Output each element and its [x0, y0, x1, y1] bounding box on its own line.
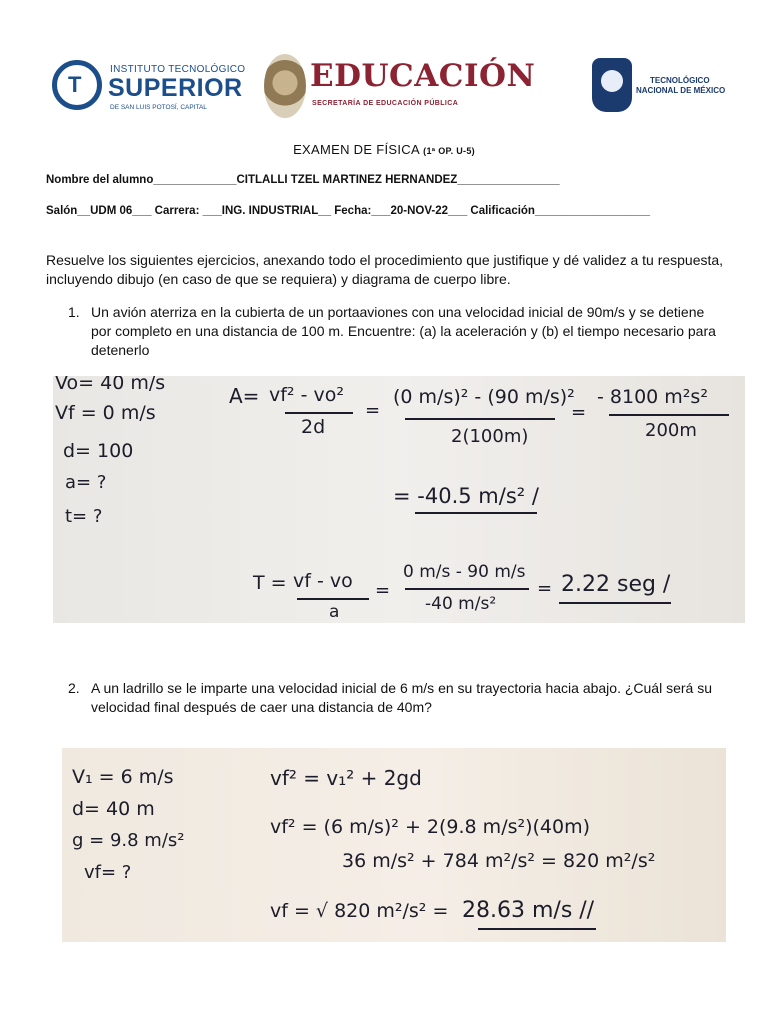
- a1-equals-4: =: [537, 578, 553, 599]
- a2-eq1: vf² = v₁² + 2gd: [270, 766, 422, 790]
- question-1-text: Un avión aterriza en la cubierta de un portaaviones con una velocidad inicial de 90m/s y se detiene por completo en una distancia de 100 m. Encuentre: (a) la aceleración y (b) el tiempo necesario para detenerlo: [91, 304, 716, 358]
- a1-a-numerator: vf² - vo²: [269, 384, 344, 406]
- a2-given-g: g = 9.8 m/s²: [72, 830, 185, 851]
- a2-given-d: d= 40 m: [72, 798, 155, 820]
- tecnm-gear-icon: [592, 58, 632, 112]
- a1-a-result: = -40.5 m/s² /: [393, 484, 539, 508]
- instructions: Resuelve los siguientes ejercicios, anexando todo el procedimiento que justifique y dé validez a tu respuesta, incluyendo dibujo (en caso de que se requiera) y diagrama de cuerpo libre.: [46, 252, 724, 287]
- info-line: Salón__UDM 06___ Carrera: ___ING. INDUSTRIAL__ Fecha:___20-NOV-22___ Calificación__________________: [46, 205, 651, 217]
- a1-given-vo: Vo= 40 m/s: [55, 376, 166, 394]
- a1-t-sub-numerator: 0 m/s - 90 m/s: [403, 562, 526, 582]
- question-2-number: 2.: [68, 680, 80, 696]
- a1-t-numerator: vf - vo: [293, 570, 353, 592]
- tecnm-logo: [592, 58, 732, 114]
- a1-given-t: t= ?: [65, 506, 103, 527]
- answer-2-photo: [62, 748, 726, 942]
- a1-given-a: a= ?: [65, 472, 107, 493]
- a1-t-result: 2.22 seg /: [561, 572, 671, 597]
- answer-1-photo: [53, 376, 745, 623]
- a1-res-denominator: 200m: [645, 420, 697, 441]
- a1-a-denominator: 2d: [301, 416, 326, 438]
- tec-logo-line1: INSTITUTO TECNOLÓGICO: [110, 64, 246, 75]
- question-2: [68, 679, 728, 717]
- tec-logo-emblem-icon: T: [52, 60, 102, 110]
- sep-logo-sub: SECRETARÍA DE EDUCACIÓN PÚBLICA: [312, 100, 459, 107]
- mexico-seal-icon: [264, 54, 306, 118]
- a2-eq2: vf² = (6 m/s)² + 2(9.8 m/s²)(40m): [270, 816, 591, 838]
- tec-logo-line2: SUPERIOR: [108, 74, 243, 102]
- a1-given-vf: Vf = 0 m/s: [55, 402, 156, 424]
- exam-title: [0, 142, 768, 157]
- a1-given-d: d= 100: [63, 440, 134, 462]
- a1-equals-2: =: [571, 402, 587, 423]
- a1-a-label: A=: [229, 384, 260, 408]
- question-2-text: A un ladrillo se le imparte una velocidad inicial de 6 m/s en su trayectoria hacia abajo. ¿Cuál será su velocidad final después de caer una distancia de 40m?: [91, 680, 712, 715]
- a1-t-label: T =: [253, 572, 287, 594]
- question-1-number: 1.: [68, 304, 80, 320]
- tecnm-logo-line1: TECNOLÓGICO: [650, 76, 710, 85]
- a1-t-sub-denominator: -40 m/s²: [425, 594, 497, 614]
- a1-sub-numerator: (0 m/s)² - (90 m/s)²: [393, 386, 575, 408]
- exam-title-op: (1ª OP. U-5): [423, 146, 475, 156]
- student-name-line: Nombre del alumno_____________CITLALLI TZEL MARTINEZ HERNANDEZ________________: [46, 174, 560, 186]
- a2-eq4-result: 28.63 m/s //: [462, 898, 595, 923]
- a2-eq4-left: vf = √ 820 m²/s² =: [270, 900, 449, 922]
- exam-title-main: EXAMEN DE FÍSICA: [293, 142, 420, 157]
- a1-res-numerator: - 8100 m²s²: [597, 386, 708, 408]
- a1-sub-denominator: 2(100m): [451, 426, 529, 447]
- a2-given-v1: V₁ = 6 m/s: [72, 766, 174, 788]
- a1-equals-3: =: [375, 580, 391, 601]
- tec-superior-logo: [52, 58, 252, 120]
- sep-educacion-logo: [262, 54, 536, 122]
- a1-t-denominator: a: [329, 602, 340, 622]
- sep-logo-word: EDUCACIÓN: [310, 58, 536, 94]
- question-1: [68, 303, 728, 360]
- tec-logo-line3: DE SAN LUIS POTOSÍ, CAPITAL: [110, 104, 207, 111]
- a2-given-vf: vf= ?: [84, 862, 132, 883]
- tecnm-logo-line2: NACIONAL DE MÉXICO: [636, 86, 726, 95]
- a2-eq3: 36 m/s² + 784 m²/s² = 820 m²/s²: [342, 850, 656, 872]
- a1-equals-1: =: [365, 400, 381, 421]
